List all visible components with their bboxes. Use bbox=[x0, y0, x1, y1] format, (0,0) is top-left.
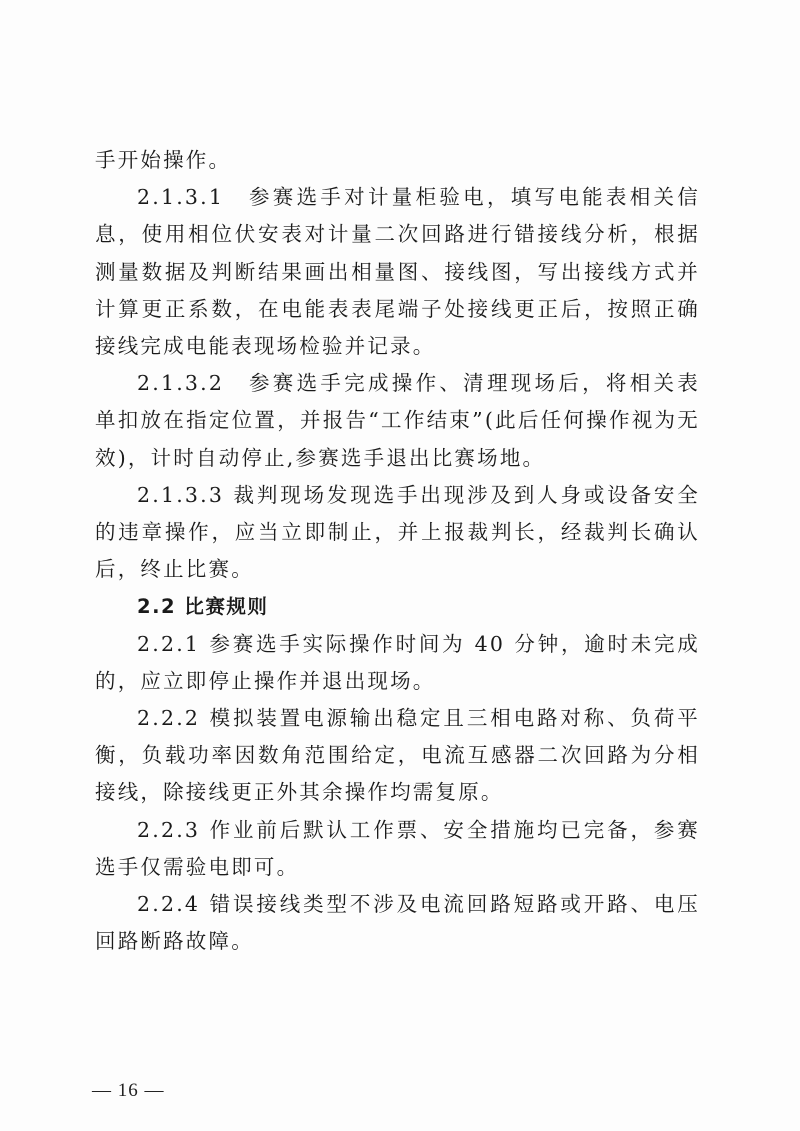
paragraph-2-2-2: 2.2.2 模拟装置电源输出稳定且三相电路对称、负荷平衡，负载功率因数角范围给定，电流互感器二次回路为分相接线，除接线更正外其余操作均需复原。 bbox=[95, 706, 700, 805]
paragraph-2-1-3-2: 2.1.3.2 参赛选手完成操作、清理现场后，将相关表单扣放在指定位置，并报告“工作结束”(此后任何操作视为无效)，计时自动停止,参赛选手退出比赛场地。 bbox=[95, 371, 700, 470]
paragraph-2-1-3-1: 2.1.3.1 参赛选手对计量柜验电，填写电能表相关信息，使用相位伏安表对计量二次回路进行错接线分析，根据测量数据及判断结果画出相量图、接线图，写出接线方式并计算更正系数，在电能表表尾端子处接线更正后，按照正确接线完成电能表现场检验并记录。 bbox=[95, 185, 700, 359]
paragraph-continuation: 手开始操作。 bbox=[95, 148, 232, 172]
paragraph-2-2-1: 2.2.1 参赛选手实际操作时间为 40 分钟，逾时未完成的，应立即停止操作并退出现场。 bbox=[95, 631, 700, 693]
page-number: — 16 — bbox=[92, 1080, 165, 1101]
body-text bbox=[95, 142, 700, 960]
paragraph-2-2-4: 2.2.4 错误接线类型不涉及电流回路短路或开路、电压回路断路故障。 bbox=[95, 892, 700, 954]
paragraph-2-2-3: 2.2.3 作业前后默认工作票、安全措施均已完备，参赛选手仅需验电即可。 bbox=[95, 817, 700, 879]
section-heading-2-2: 2.2 比赛规则 bbox=[137, 595, 269, 619]
paragraph-2-1-3-3: 2.1.3.3 裁判现场发现选手出现涉及到人身或设备安全的违章操作，应当立即制止，并上报裁判长，经裁判长确认后，终止比赛。 bbox=[95, 482, 700, 582]
